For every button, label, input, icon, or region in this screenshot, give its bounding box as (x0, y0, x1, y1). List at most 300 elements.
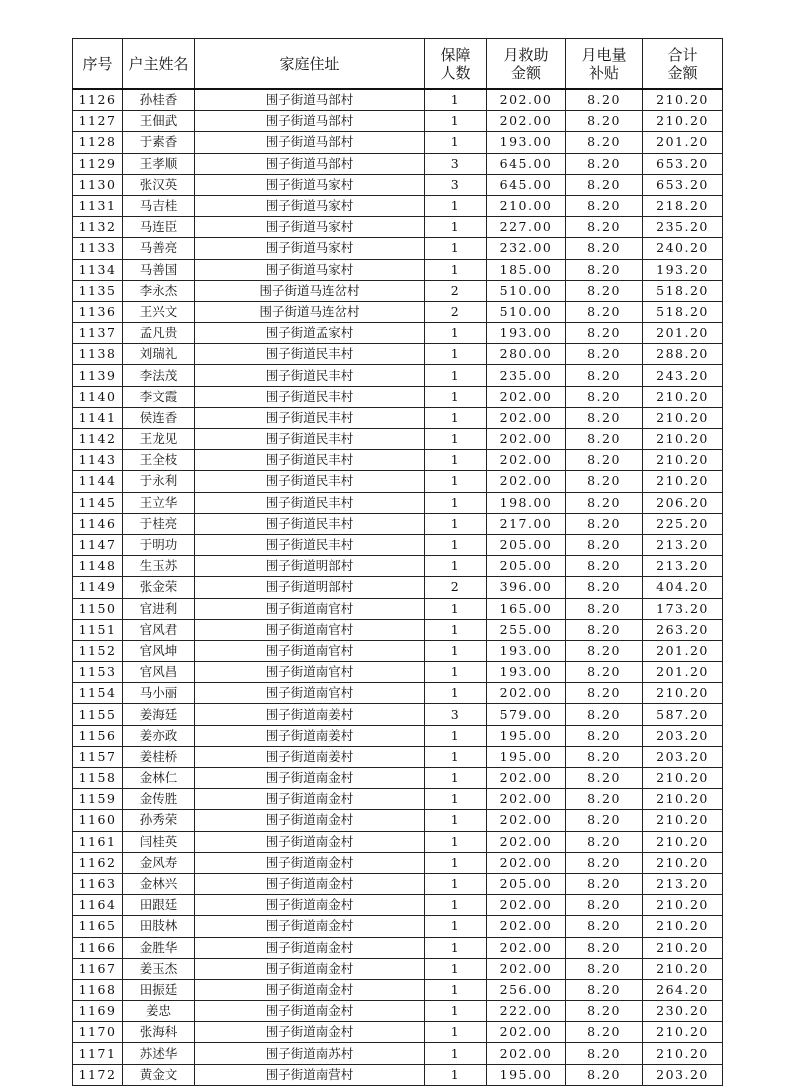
cell-seq: 1139 (73, 365, 123, 386)
cell-total: 218.20 (643, 195, 723, 216)
cell-total: 210.20 (643, 683, 723, 704)
cell-address: 围子街道马连岔村 (195, 301, 425, 322)
cell-total: 213.20 (643, 873, 723, 894)
cell-total: 264.20 (643, 979, 723, 1000)
cell-address: 围子街道南金村 (195, 1001, 425, 1022)
table-row (73, 704, 723, 725)
cell-total: 210.20 (643, 471, 723, 492)
cell-address: 围子街道民丰村 (195, 513, 425, 534)
cell-address: 围子街道马家村 (195, 174, 425, 195)
cell-seq: 1168 (73, 979, 123, 1000)
cell-elec: 8.20 (566, 174, 643, 195)
cell-aid: 202.00 (487, 429, 566, 450)
cell-seq: 1170 (73, 1022, 123, 1043)
cell-name: 姜玉杰 (123, 958, 195, 979)
table-row (73, 937, 723, 958)
cell-aid: 202.00 (487, 1022, 566, 1043)
table-row (73, 725, 723, 746)
cell-address: 围子街道南苏村 (195, 1043, 425, 1064)
cell-name: 金风寿 (123, 852, 195, 873)
cell-persons: 1 (425, 365, 487, 386)
cell-elec: 8.20 (566, 725, 643, 746)
cell-seq: 1160 (73, 810, 123, 831)
cell-seq: 1153 (73, 662, 123, 683)
cell-elec: 8.20 (566, 895, 643, 916)
header-name: 户主姓名 (123, 39, 195, 90)
cell-persons: 2 (425, 577, 487, 598)
table-row (73, 492, 723, 513)
cell-persons: 1 (425, 111, 487, 132)
cell-elec: 8.20 (566, 683, 643, 704)
table-row (73, 132, 723, 153)
cell-aid: 202.00 (487, 958, 566, 979)
cell-elec: 8.20 (566, 407, 643, 428)
cell-persons: 1 (425, 132, 487, 153)
cell-persons: 2 (425, 280, 487, 301)
cell-persons: 1 (425, 386, 487, 407)
cell-aid: 202.00 (487, 471, 566, 492)
cell-total: 173.20 (643, 598, 723, 619)
cell-address: 围子街道南官村 (195, 662, 425, 683)
cell-total: 201.20 (643, 323, 723, 344)
cell-seq: 1167 (73, 958, 123, 979)
cell-name: 马善亮 (123, 238, 195, 259)
cell-elec: 8.20 (566, 89, 643, 111)
cell-aid: 222.00 (487, 1001, 566, 1022)
cell-total: 201.20 (643, 662, 723, 683)
cell-seq: 1135 (73, 280, 123, 301)
cell-address: 围子街道民丰村 (195, 365, 425, 386)
cell-address: 围子街道南金村 (195, 937, 425, 958)
cell-name: 黄金文 (123, 1064, 195, 1085)
cell-name: 田跟廷 (123, 895, 195, 916)
cell-total: 210.20 (643, 450, 723, 471)
cell-aid: 193.00 (487, 662, 566, 683)
cell-aid: 202.00 (487, 789, 566, 810)
cell-name: 苏述华 (123, 1043, 195, 1064)
cell-seq: 1132 (73, 217, 123, 238)
cell-persons: 1 (425, 725, 487, 746)
table-row (73, 958, 723, 979)
cell-address: 围子街道民丰村 (195, 344, 425, 365)
cell-persons: 1 (425, 513, 487, 534)
cell-name: 王全枝 (123, 450, 195, 471)
cell-address: 围子街道南金村 (195, 789, 425, 810)
cell-elec: 8.20 (566, 323, 643, 344)
cell-aid: 202.00 (487, 1043, 566, 1064)
cell-persons: 1 (425, 831, 487, 852)
cell-seq: 1130 (73, 174, 123, 195)
cell-address: 围子街道南姜村 (195, 746, 425, 767)
cell-elec: 8.20 (566, 831, 643, 852)
cell-persons: 1 (425, 789, 487, 810)
cell-seq: 1134 (73, 259, 123, 280)
cell-persons: 3 (425, 174, 487, 195)
cell-persons: 1 (425, 323, 487, 344)
cell-name: 侯连香 (123, 407, 195, 428)
table-row (73, 238, 723, 259)
cell-elec: 8.20 (566, 1022, 643, 1043)
cell-elec: 8.20 (566, 577, 643, 598)
cell-address: 围子街道民丰村 (195, 450, 425, 471)
cell-elec: 8.20 (566, 662, 643, 683)
table-row (73, 577, 723, 598)
cell-seq: 1144 (73, 471, 123, 492)
cell-seq: 1169 (73, 1001, 123, 1022)
cell-total: 235.20 (643, 217, 723, 238)
table-row (73, 259, 723, 280)
cell-aid: 198.00 (487, 492, 566, 513)
cell-aid: 165.00 (487, 598, 566, 619)
cell-aid: 227.00 (487, 217, 566, 238)
cell-seq: 1146 (73, 513, 123, 534)
cell-seq: 1171 (73, 1043, 123, 1064)
cell-seq: 1157 (73, 746, 123, 767)
table-header (73, 39, 723, 90)
table-row (73, 301, 723, 322)
table-row (73, 852, 723, 873)
cell-total: 210.20 (643, 1043, 723, 1064)
cell-elec: 8.20 (566, 217, 643, 238)
cell-seq: 1172 (73, 1064, 123, 1085)
table-row (73, 810, 723, 831)
cell-name: 王佃武 (123, 111, 195, 132)
cell-persons: 1 (425, 1001, 487, 1022)
table-row (73, 195, 723, 216)
cell-address: 围子街道南金村 (195, 831, 425, 852)
cell-name: 马吉桂 (123, 195, 195, 216)
table-row (73, 513, 723, 534)
cell-address: 围子街道马家村 (195, 238, 425, 259)
cell-name: 李永杰 (123, 280, 195, 301)
cell-aid: 510.00 (487, 280, 566, 301)
cell-address: 围子街道民丰村 (195, 534, 425, 555)
cell-address: 围子街道南金村 (195, 916, 425, 937)
cell-seq: 1162 (73, 852, 123, 873)
cell-address: 围子街道南金村 (195, 958, 425, 979)
header-seq: 序号 (73, 39, 123, 90)
cell-name: 姜海廷 (123, 704, 195, 725)
cell-total: 201.20 (643, 132, 723, 153)
cell-seq: 1163 (73, 873, 123, 894)
cell-persons: 1 (425, 852, 487, 873)
cell-aid: 210.00 (487, 195, 566, 216)
table-row (73, 1043, 723, 1064)
table-row (73, 979, 723, 1000)
cell-address: 围子街道明部村 (195, 556, 425, 577)
cell-address: 围子街道南官村 (195, 619, 425, 640)
cell-total: 263.20 (643, 619, 723, 640)
table-row (73, 831, 723, 852)
cell-aid: 205.00 (487, 534, 566, 555)
cell-persons: 2 (425, 301, 487, 322)
cell-persons: 1 (425, 640, 487, 661)
cell-elec: 8.20 (566, 365, 643, 386)
cell-elec: 8.20 (566, 429, 643, 450)
cell-aid: 202.00 (487, 111, 566, 132)
cell-aid: 255.00 (487, 619, 566, 640)
cell-address: 围子街道南金村 (195, 895, 425, 916)
cell-seq: 1141 (73, 407, 123, 428)
cell-aid: 185.00 (487, 259, 566, 280)
cell-name: 金胜华 (123, 937, 195, 958)
cell-total: 587.20 (643, 704, 723, 725)
cell-persons: 1 (425, 471, 487, 492)
cell-aid: 202.00 (487, 768, 566, 789)
cell-persons: 1 (425, 534, 487, 555)
cell-seq: 1156 (73, 725, 123, 746)
cell-address: 围子街道马部村 (195, 153, 425, 174)
cell-total: 210.20 (643, 831, 723, 852)
cell-persons: 1 (425, 916, 487, 937)
cell-name: 于明功 (123, 534, 195, 555)
cell-name: 张汉英 (123, 174, 195, 195)
cell-seq: 1128 (73, 132, 123, 153)
cell-aid: 202.00 (487, 916, 566, 937)
cell-aid: 232.00 (487, 238, 566, 259)
cell-persons: 1 (425, 450, 487, 471)
cell-aid: 256.00 (487, 979, 566, 1000)
table-row (73, 556, 723, 577)
cell-name: 马善国 (123, 259, 195, 280)
cell-name: 王龙见 (123, 429, 195, 450)
cell-aid: 202.00 (487, 450, 566, 471)
cell-aid: 195.00 (487, 746, 566, 767)
cell-name: 王孝顺 (123, 153, 195, 174)
cell-elec: 8.20 (566, 280, 643, 301)
cell-seq: 1154 (73, 683, 123, 704)
cell-name: 于素香 (123, 132, 195, 153)
cell-name: 孙桂香 (123, 89, 195, 111)
cell-elec: 8.20 (566, 1043, 643, 1064)
cell-elec: 8.20 (566, 195, 643, 216)
header-elec: 月电量 补贴 (566, 39, 643, 90)
cell-persons: 1 (425, 259, 487, 280)
cell-elec: 8.20 (566, 746, 643, 767)
cell-address: 围子街道南官村 (195, 598, 425, 619)
cell-elec: 8.20 (566, 937, 643, 958)
table-row (73, 916, 723, 937)
cell-name: 刘瑞礼 (123, 344, 195, 365)
cell-total: 210.20 (643, 768, 723, 789)
cell-elec: 8.20 (566, 1064, 643, 1085)
cell-persons: 1 (425, 958, 487, 979)
cell-address: 围子街道南姜村 (195, 704, 425, 725)
table-body (73, 89, 723, 1085)
cell-persons: 1 (425, 344, 487, 365)
cell-elec: 8.20 (566, 556, 643, 577)
cell-persons: 1 (425, 1043, 487, 1064)
cell-elec: 8.20 (566, 640, 643, 661)
cell-name: 马小丽 (123, 683, 195, 704)
cell-total: 210.20 (643, 89, 723, 111)
cell-total: 210.20 (643, 937, 723, 958)
cell-aid: 202.00 (487, 831, 566, 852)
cell-name: 田肢林 (123, 916, 195, 937)
cell-seq: 1159 (73, 789, 123, 810)
cell-elec: 8.20 (566, 153, 643, 174)
cell-address: 围子街道民丰村 (195, 429, 425, 450)
cell-total: 210.20 (643, 407, 723, 428)
cell-aid: 579.00 (487, 704, 566, 725)
table-row (73, 534, 723, 555)
cell-address: 围子街道马连岔村 (195, 280, 425, 301)
cell-seq: 1164 (73, 895, 123, 916)
cell-address: 围子街道马部村 (195, 111, 425, 132)
cell-aid: 202.00 (487, 895, 566, 916)
header-row (73, 39, 723, 90)
table-row (73, 640, 723, 661)
cell-aid: 280.00 (487, 344, 566, 365)
cell-total: 210.20 (643, 895, 723, 916)
cell-name: 于永利 (123, 471, 195, 492)
cell-address: 围子街道民丰村 (195, 492, 425, 513)
table-row (73, 153, 723, 174)
cell-persons: 1 (425, 556, 487, 577)
cell-elec: 8.20 (566, 534, 643, 555)
cell-seq: 1140 (73, 386, 123, 407)
cell-elec: 8.20 (566, 450, 643, 471)
cell-address: 围子街道马部村 (195, 132, 425, 153)
cell-address: 围子街道南官村 (195, 640, 425, 661)
table-row (73, 407, 723, 428)
cell-name: 马连臣 (123, 217, 195, 238)
table-row (73, 450, 723, 471)
cell-name: 闫桂英 (123, 831, 195, 852)
cell-total: 230.20 (643, 1001, 723, 1022)
cell-persons: 1 (425, 217, 487, 238)
cell-persons: 1 (425, 683, 487, 704)
cell-aid: 645.00 (487, 153, 566, 174)
table-row (73, 111, 723, 132)
cell-seq: 1148 (73, 556, 123, 577)
table-row (73, 1001, 723, 1022)
cell-address: 围子街道马家村 (195, 195, 425, 216)
cell-seq: 1155 (73, 704, 123, 725)
cell-total: 210.20 (643, 386, 723, 407)
cell-persons: 1 (425, 768, 487, 789)
cell-address: 围子街道民丰村 (195, 471, 425, 492)
cell-name: 孟凡贵 (123, 323, 195, 344)
cell-address: 围子街道南金村 (195, 768, 425, 789)
cell-elec: 8.20 (566, 598, 643, 619)
cell-name: 官风昌 (123, 662, 195, 683)
cell-name: 张金荣 (123, 577, 195, 598)
cell-total: 213.20 (643, 556, 723, 577)
cell-total: 225.20 (643, 513, 723, 534)
table-row (73, 768, 723, 789)
cell-elec: 8.20 (566, 471, 643, 492)
cell-name: 张海科 (123, 1022, 195, 1043)
cell-aid: 202.00 (487, 937, 566, 958)
cell-total: 288.20 (643, 344, 723, 365)
cell-elec: 8.20 (566, 301, 643, 322)
cell-aid: 510.00 (487, 301, 566, 322)
cell-total: 518.20 (643, 301, 723, 322)
table-row (73, 598, 723, 619)
cell-aid: 202.00 (487, 683, 566, 704)
cell-seq: 1149 (73, 577, 123, 598)
cell-elec: 8.20 (566, 958, 643, 979)
cell-aid: 193.00 (487, 323, 566, 344)
cell-address: 围子街道民丰村 (195, 407, 425, 428)
cell-name: 官风君 (123, 619, 195, 640)
cell-seq: 1152 (73, 640, 123, 661)
cell-elec: 8.20 (566, 513, 643, 534)
table-row (73, 683, 723, 704)
header-address: 家庭住址 (195, 39, 425, 90)
cell-elec: 8.20 (566, 768, 643, 789)
cell-elec: 8.20 (566, 132, 643, 153)
cell-persons: 1 (425, 195, 487, 216)
cell-persons: 1 (425, 937, 487, 958)
cell-name: 于桂亮 (123, 513, 195, 534)
cell-name: 姜亦政 (123, 725, 195, 746)
cell-name: 王兴文 (123, 301, 195, 322)
cell-persons: 1 (425, 979, 487, 1000)
table-row (73, 471, 723, 492)
cell-total: 201.20 (643, 640, 723, 661)
table-row (73, 789, 723, 810)
header-total: 合计 金额 (643, 39, 723, 90)
table-row (73, 89, 723, 111)
cell-persons: 1 (425, 598, 487, 619)
cell-elec: 8.20 (566, 1001, 643, 1022)
cell-aid: 205.00 (487, 556, 566, 577)
cell-total: 210.20 (643, 429, 723, 450)
cell-total: 404.20 (643, 577, 723, 598)
cell-total: 518.20 (643, 280, 723, 301)
cell-persons: 1 (425, 895, 487, 916)
cell-name: 李法茂 (123, 365, 195, 386)
cell-address: 围子街道民丰村 (195, 386, 425, 407)
cell-seq: 1166 (73, 937, 123, 958)
cell-elec: 8.20 (566, 386, 643, 407)
cell-total: 203.20 (643, 725, 723, 746)
cell-persons: 1 (425, 619, 487, 640)
cell-seq: 1151 (73, 619, 123, 640)
table-row (73, 1064, 723, 1085)
cell-total: 213.20 (643, 534, 723, 555)
table-row (73, 746, 723, 767)
cell-address: 围子街道南金村 (195, 810, 425, 831)
table-row (73, 895, 723, 916)
cell-seq: 1143 (73, 450, 123, 471)
table-row (73, 662, 723, 683)
cell-elec: 8.20 (566, 238, 643, 259)
table-row (73, 1022, 723, 1043)
cell-address: 围子街道孟家村 (195, 323, 425, 344)
cell-seq: 1142 (73, 429, 123, 450)
cell-total: 206.20 (643, 492, 723, 513)
cell-seq: 1138 (73, 344, 123, 365)
cell-persons: 1 (425, 492, 487, 513)
relief-table (72, 38, 723, 1086)
cell-name: 金传胜 (123, 789, 195, 810)
cell-elec: 8.20 (566, 810, 643, 831)
cell-persons: 1 (425, 407, 487, 428)
cell-address: 围子街道南金村 (195, 852, 425, 873)
cell-elec: 8.20 (566, 492, 643, 513)
cell-seq: 1137 (73, 323, 123, 344)
cell-aid: 193.00 (487, 640, 566, 661)
cell-persons: 1 (425, 810, 487, 831)
cell-total: 240.20 (643, 238, 723, 259)
cell-persons: 1 (425, 662, 487, 683)
cell-name: 官进利 (123, 598, 195, 619)
cell-address: 围子街道马部村 (195, 89, 425, 111)
cell-address: 围子街道马家村 (195, 217, 425, 238)
